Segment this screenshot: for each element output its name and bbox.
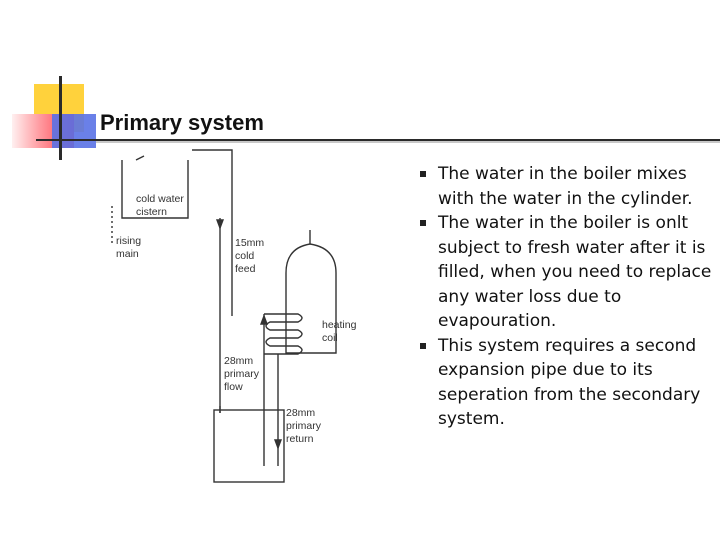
label-flow: flow [224,381,243,393]
title-underline-shadow [96,141,720,143]
label-main: main [116,248,139,260]
cistern-lid-mark [136,156,144,160]
slide-title: Primary system [100,110,264,135]
bullet-square-icon [420,171,426,177]
label-15mm: 15mm [235,237,265,249]
primary-return-arrow [275,440,281,448]
label-return-28mm: 28mm [286,407,316,419]
primary-flow-arrow [261,316,267,324]
label-rising: rising [116,235,142,247]
bullet-square-icon [420,343,426,349]
bullet-item [420,334,712,432]
bullet-item [420,211,712,334]
bullet-text: The water in the boiler is onlt subject to fresh water after it is filled, when you need to replace any water loss due to evapouration. [438,213,712,331]
boiler [214,410,284,482]
label-return: return [286,433,314,445]
label-return-primary: primary [286,420,322,432]
plumbing-diagram [100,148,410,488]
label-flow-28mm: 28mm [224,355,254,367]
bullet-square-icon [420,220,426,226]
label-cold: cold [235,250,255,262]
label-flow-primary: primary [224,368,260,380]
label-cold-water: cold water [136,193,184,205]
label-feed: feed [235,263,256,275]
label-cistern: cistern [136,206,167,218]
label-coil: coil [322,332,338,344]
heating-coil [264,314,302,354]
cold-feed-arrow [217,220,223,228]
bullet-text: This system requires a second expansion pipe due to its seperation from the secondary system. [438,335,701,429]
bullet-list [420,162,712,432]
bullet-text: The water in the boiler mixes with the water in the cylinder. [438,164,693,209]
bullet-item [420,162,712,211]
decorative-vertical-line [59,76,62,160]
vent-pipe [192,150,232,316]
label-heating: heating [322,319,357,331]
